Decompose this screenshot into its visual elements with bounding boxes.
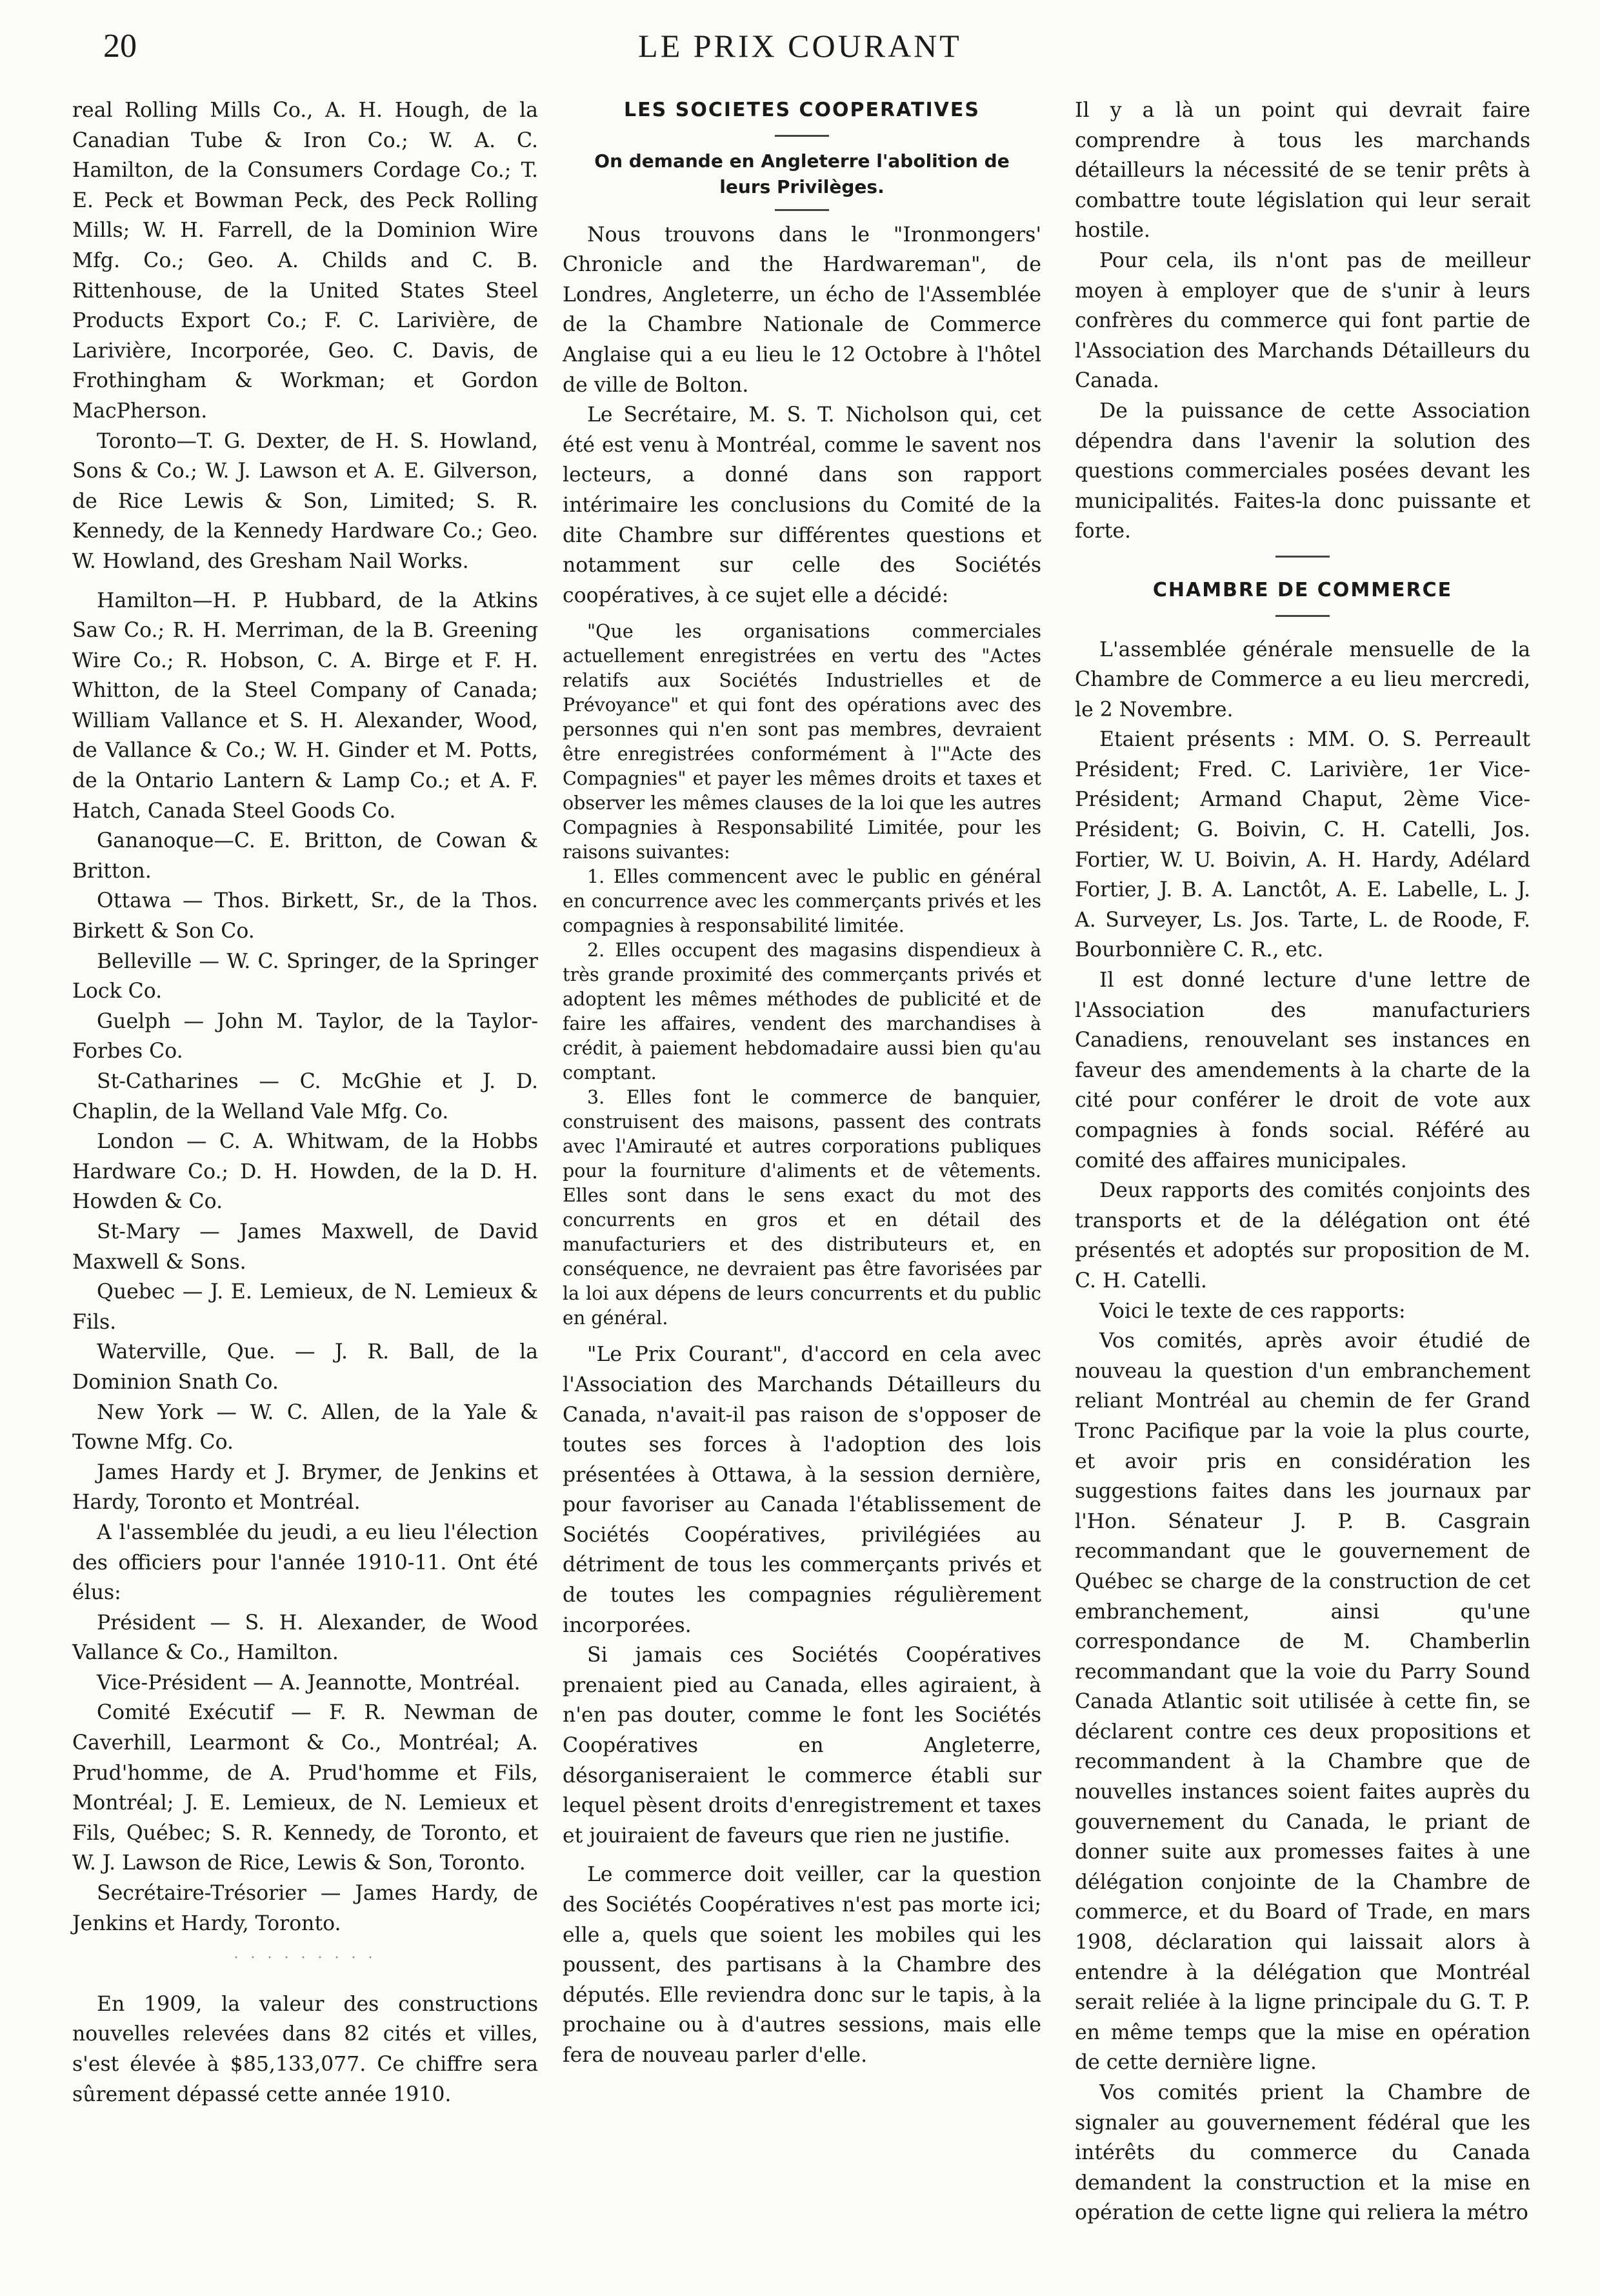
paragraph: 3. Elles font le commerce de banquier, construisent des maisons, passent des contrats avec l'Amirauté et autres corporations publiques pour la fourniture d'aliments et de vêtements. Elles sont dans le sens exact du mot des concurrents en gros et en détail des manufacturiers et des distributeurs et, en conséquence, ne devraient pas être favorisées par la loi aux dépens de leurs concurrents et du public en général.	[563, 1087, 1041, 1329]
paragraph: 1. Elles commencent avec le public en général en concurrence avec les commerçants privés et les compagnies à responsabilité limitée.	[563, 866, 1041, 937]
paragraph: 2. Elles occupent des magasins dispendieux à très grande proximité des commerçants privés et adoptent les mêmes méthodes de publicité et de faire les affaires, vendent des marchandises à crédit, à paiement hebdomadaire aussi bien qu'au comptant.	[563, 940, 1041, 1084]
paragraph: New York — W. C. Allen, de la Yale & Towne Mfg. Co.	[72, 1400, 538, 1455]
paragraph: L'assemblée générale mensuelle de la Chambre de Commerce a eu lieu mercredi, le 2 Novembre.	[1075, 638, 1530, 721]
paragraph: En 1909, la valeur des constructions nouvelles relevées dans 82 cités et villes, s'est élevée à $85,133,077. Ce chiffre sera sûrement dépassé cette année 1910.	[72, 1992, 538, 2106]
paragraph: St-Mary — James Maxwell, de David Maxwell & Sons.	[72, 1220, 538, 1274]
left-column	[72, 96, 538, 2110]
journal-title: LE PRIX COURANT	[638, 28, 962, 64]
paragraph: James Hardy et J. Brymer, de Jenkins et Hardy, Toronto et Montréal.	[72, 1460, 538, 1515]
ornament-divider: · · · · · · · · ·	[234, 1950, 377, 1967]
article-heading: CHAMBRE DE COMMERCE	[1152, 578, 1453, 601]
paragraph: St-Catharines — C. McGhie et J. D. Chaplin, de la Welland Vale Mfg. Co.	[72, 1070, 538, 1123]
paragraph: Quebec — J. E. Lemieux, de N. Lemieux & Fils.	[72, 1280, 538, 1334]
paragraph: "Le Prix Courant", d'accord en cela avec l'Association des Marchands Détailleurs du Canada, n'avait-il pas raison de s'opposer de toutes ses forces à l'adoption des lois présentées à Ottawa, à la session dernière, pour favoriser au Canada l'établissement de Sociétés Coopératives, privilégiées au détriment de tous les commerçants privés et de toutes les compagnies régulièrement incorporées.	[563, 1343, 1041, 1637]
paragraph: Vos comités, après avoir étudié de nouveau la question d'un embranchement reliant Montréal au chemin de fer Grand Tronc Pacifique par la voie la plus courte, et avoir pris en considération les suggestions faites dans les journaux par l'Hon. Sénateur J. P. B. Casgrain recommandant que le gouvernement de Québec se charge de la construction de cet embranchement, ainsi qu'une correspondance de M. Chamberlin recommandant que la voie du Parry Sound Canada Atlantic soit utilisée à cette fin, se déclarent contre ces deux propositions et recommandent à la Chambre que de nouvelles instances soient faites auprès du gouvernement du Canada, le priant de donner suite aux promesses faites à une délégation conjointe de la Chambre de commerce, et du Board of Trade, en mars 1908, déclaration qui laissait alors à entendre à la délégation que Montréal serait reliée à la ligne principale du G. T. P. en même temps que la mise en opération de cette dernière ligne.	[1075, 1329, 1530, 2075]
paragraph: Si jamais ces Sociétés Coopératives prenaient pied au Canada, elles agiraient, à n'en pas douter, comme le font les Sociétés Coopératives en Angleterre, désorganiseraient le commerce établi sur lequel pèsent droits d'enregistrement et taxes et jouiraient de faveurs que rien ne justifie.	[563, 1644, 1041, 1848]
paragraph: Voici le texte de ces rapports:	[1099, 1299, 1406, 1323]
paragraph: Il est donné lecture d'une lettre de l'Association des manufacturiers Canadiens, renouvelant ses instances en faveur des amendements à la charte de la cité pour conférer le droit de vote aux compagnies à fonds social. Référé au comité des affaires municipales.	[1075, 969, 1530, 1173]
paragraph: Comité Exécutif — F. R. Newman de Caverhill, Learmont & Co., Montréal; A. Prud'homme, de A. Prud'homme et Fils, Montréal; J. E. Lemieux, de N. Lemieux et Fils, Québec; S. R. Kennedy, de Toronto, et W. J. Lawson de Rice, Lewis & Son, Toronto.	[72, 1701, 538, 1875]
rule-divider	[775, 209, 829, 211]
paragraph: London — C. A. Whitwam, de la Hobbs Hardware Co.; D. H. Howden, de la D. H. Howden & Co.	[72, 1130, 538, 1214]
paragraph: Le commerce doit veiller, car la question des Sociétés Coopératives n'est pas morte ici; elle a, quels que soient les mobiles qui les poussent, des partisans à la Chambre des députés. Elle reviendra donc sur le tapis, à la prochaine ou à d'autres sessions, mais elle fera de nouveau parler d'elle.	[563, 1863, 1041, 2067]
paragraph: Il y a là un point qui devrait faire comprendre à tous les marchands détailleurs la nécessité de se tenir prêts à combattre toute législation qui leur serait hostile.	[1075, 99, 1530, 243]
paragraph: Belleville — W. C. Springer, de la Springer Lock Co.	[72, 949, 538, 1003]
article-heading: LES SOCIETES COOPERATIVES	[624, 99, 980, 121]
paragraph: Ottawa — Thos. Birkett, Sr., de la Thos. Birkett & Son Co.	[72, 889, 538, 943]
paragraph: Waterville, Que. — J. R. Ball, de la Dominion Snath Co.	[72, 1340, 538, 1394]
paragraph: Nous trouvons dans le "Ironmongers' Chronicle and the Hardwareman", de Londres, Angleterre, un écho de l'Assemblée de la Chambre Nationale de Commerce Anglaise qui a eu lieu le 12 Octobre à l'hôtel de ville de Bolton.	[563, 223, 1041, 397]
paragraph: Président — S. H. Alexander, de Wood Vallance & Co., Hamilton.	[72, 1611, 538, 1665]
paragraph: Vice-Président — A. Jeannotte, Montréal.	[97, 1671, 521, 1695]
paragraph: Guelph — John M. Taylor, de la Taylor-Forbes Co.	[72, 1009, 538, 1063]
rule-divider	[775, 135, 829, 137]
middle-column	[563, 96, 1041, 2071]
paragraph: Gananoque—C. E. Britton, de Cowan & Britton.	[72, 829, 538, 883]
page-number: 20	[103, 28, 137, 65]
paragraph: Etaient présents : MM. O. S. Perreault Président; Fred. C. Larivière, 1er Vice-Président; Armand Chaput, 2ème Vice-Président; G. Boivin, C. H. Catelli, Jos. Fortier, W. U. Boivin, A. H. Hardy, Adélard Fortier, J. B. A. Lanctôt, A. E. Labelle, L. J. A. Surveyer, Ls. Jos. Tarte, L. de Roode, F. Bourbonnière C. R., etc.	[1075, 728, 1530, 962]
paragraph: Deux rapports des comités conjoints des transports et de la délégation ont été présentés et adoptés sur proposition de M. C. H. Catelli.	[1075, 1179, 1530, 1293]
rule-divider	[1275, 615, 1330, 617]
rule-divider	[1275, 556, 1330, 558]
paragraph: Toronto—T. G. Dexter, de H. S. Howland, Sons & Co.; W. J. Lawson et A. E. Gilverson, de Rice Lewis & Son, Limited; S. R. Kennedy, de la Kennedy Hardware Co.; Geo. W. Howland, des Gresham Nail Works.	[72, 429, 538, 573]
quoted-resolution	[563, 619, 1041, 1331]
article-subheading: On demande en Angleterre l'abolition de leurs Privilèges.	[594, 150, 1010, 197]
paragraph: Pour cela, ils n'ont pas de meilleur moyen à employer que de s'unir à leurs confrères du commerce qui font partie de l'Association des Marchands Détailleurs du Canada.	[1075, 248, 1530, 393]
paragraph: Le Secrétaire, M. S. T. Nicholson qui, cet été est venu à Montréal, comme le savent nos lecteurs, a donné dans son rapport intérimaire les conclusions du Comité de la dite Chambre sur différentes questions et notamment sur celle des Sociétés coopératives, à ce sujet elle a décidé:	[563, 403, 1041, 607]
paragraph: Vos comités prient la Chambre de signaler au gouvernement fédéral que les intérêts du commerce du Canada demandent la construction et la mise en opération de cette ligne qui reliera la métro	[1075, 2081, 1530, 2225]
paragraph: A l'assemblée du jeudi, a eu lieu l'élection des officiers pour l'année 1910-11. Ont été élus:	[72, 1520, 538, 1605]
paragraph: De la puissance de cette Association dépendra dans l'avenir la solution des questions commerciales posées devant les municipalités. Faites-la donc puissante et forte.	[1075, 399, 1530, 543]
right-column	[1075, 96, 1530, 2228]
paragraph: real Rolling Mills Co., A. H. Hough, de la Canadian Tube & Iron Co.; W. A. C. Hamilton, de la Consumers Cordage Co.; T. E. Peck et Bowman Peck, des Peck Rolling Mills; W. H. Farrell, de la Dominion Wire Mfg. Co.; Geo. A. Childs and C. B. Rittenhouse, de la United States Steel Products Export Co.; F. C. Larivière, de Larivière, Incorporée, Geo. C. Davis, de Frothingham & Workman; et Gordon MacPherson.	[72, 99, 538, 423]
paragraph: "Que les organisations commerciales actuellement enregistrées en vertu des "Actes relatifs aux Sociétés Industrielles et de Prévoyance" et qui font des opérations avec des personnes qui n'en sont pas membres, devraient être enregistrées conformément à l'"Acte des Compagnies" et payer les mêmes droits et taxes et observer les mêmes clauses de la loi que les autres Compagnies à Responsabilité Limitée, pour les raisons suivantes:	[563, 621, 1041, 863]
paragraph: Secrétaire-Trésorier — James Hardy, de Jenkins et Hardy, Toronto.	[72, 1882, 538, 1935]
paragraph: Hamilton—H. P. Hubbard, de la Atkins Saw Co.; R. H. Merriman, de la B. Greening Wire Co.; R. Hobson, C. A. Birge et F. H. Whitton, de la Steel Company of Canada; William Vallance et S. H. Alexander, Wood, de Vallance & Co.; W. H. Ginder et M. Potts, de la Ontario Lantern & Lamp Co.; et A. F. Hatch, Canada Steel Goods Co.	[72, 589, 538, 823]
